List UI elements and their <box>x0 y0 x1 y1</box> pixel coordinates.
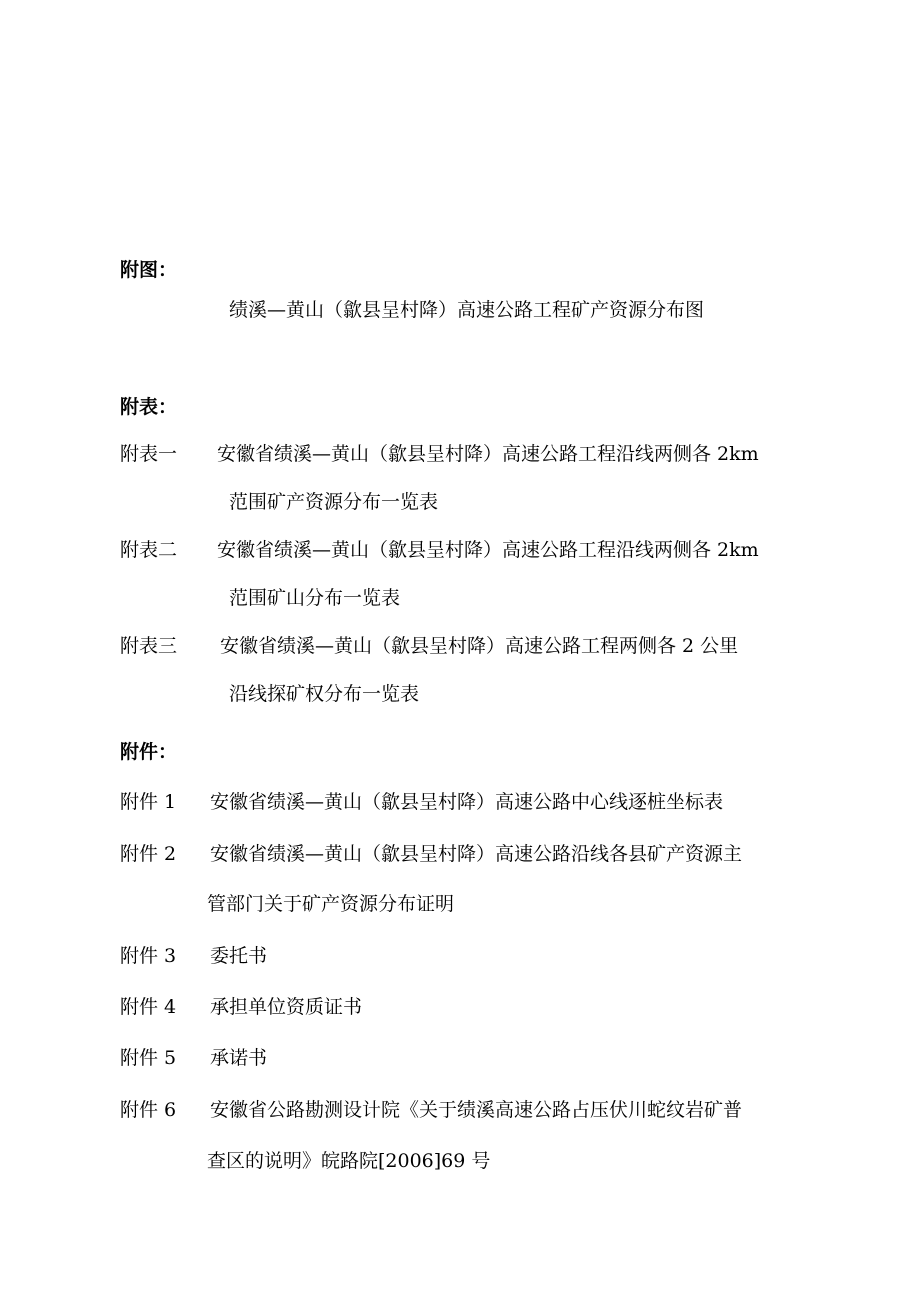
table-item-title-line2: 沿线探矿权分布一览表 <box>229 683 420 705</box>
table-item-title-line1: 安徽省绩溪—黄山（歙县呈村降）高速公路工程沿线两侧各 2km <box>217 539 759 561</box>
table-item-title-line2: 范围矿产资源分布一览表 <box>229 491 439 513</box>
figures-heading: 附图： <box>120 259 178 281</box>
attachment-item-title-line2: 管部门关于矿产资源分布证明 <box>207 893 455 915</box>
attachment-item-label: 附件 4 <box>120 996 177 1018</box>
attachments-heading: 附件： <box>120 741 178 763</box>
table-item-label: 附表二 <box>120 539 178 561</box>
attachment-item-title-line2: 查区的说明》皖路院[2006]69 号 <box>207 1150 491 1172</box>
attachment-item-label: 附件 3 <box>120 945 177 967</box>
tables-heading: 附表： <box>120 396 178 418</box>
table-item-title-line2: 范围矿山分布一览表 <box>229 587 401 609</box>
table-item-title-line1: 安徽省绩溪—黄山（歙县呈村降）高速公路工程沿线两侧各 2km <box>217 443 759 465</box>
attachment-item-title-line1: 委托书 <box>210 945 268 967</box>
attachment-item-label: 附件 5 <box>120 1047 177 1069</box>
attachment-item-label: 附件 6 <box>120 1099 177 1121</box>
attachment-item-title-line1: 承诺书 <box>210 1047 268 1069</box>
attachment-item-title-line1: 安徽省绩溪—黄山（歙县呈村降）高速公路中心线逐桩坐标表 <box>210 791 724 813</box>
attachment-item-label: 附件 2 <box>120 843 177 865</box>
attachment-item-title-line1: 安徽省公路勘测设计院《关于绩溪高速公路占压伏川蛇纹岩矿普 <box>210 1099 743 1121</box>
attachment-item-label: 附件 1 <box>120 791 177 813</box>
attachment-item-title-line1: 安徽省绩溪—黄山（歙县呈村降）高速公路沿线各县矿产资源主 <box>210 843 743 865</box>
figure-item-title: 绩溪—黄山（歙县呈村降）高速公路工程矿产资源分布图 <box>229 299 705 321</box>
table-item-label: 附表一 <box>120 443 178 465</box>
table-item-label: 附表三 <box>120 635 178 657</box>
attachment-item-title-line1: 承担单位资质证书 <box>210 996 363 1018</box>
table-item-title-line1: 安徽省绩溪—黄山（歙县呈村降）高速公路工程两侧各 2 公里 <box>220 635 739 657</box>
